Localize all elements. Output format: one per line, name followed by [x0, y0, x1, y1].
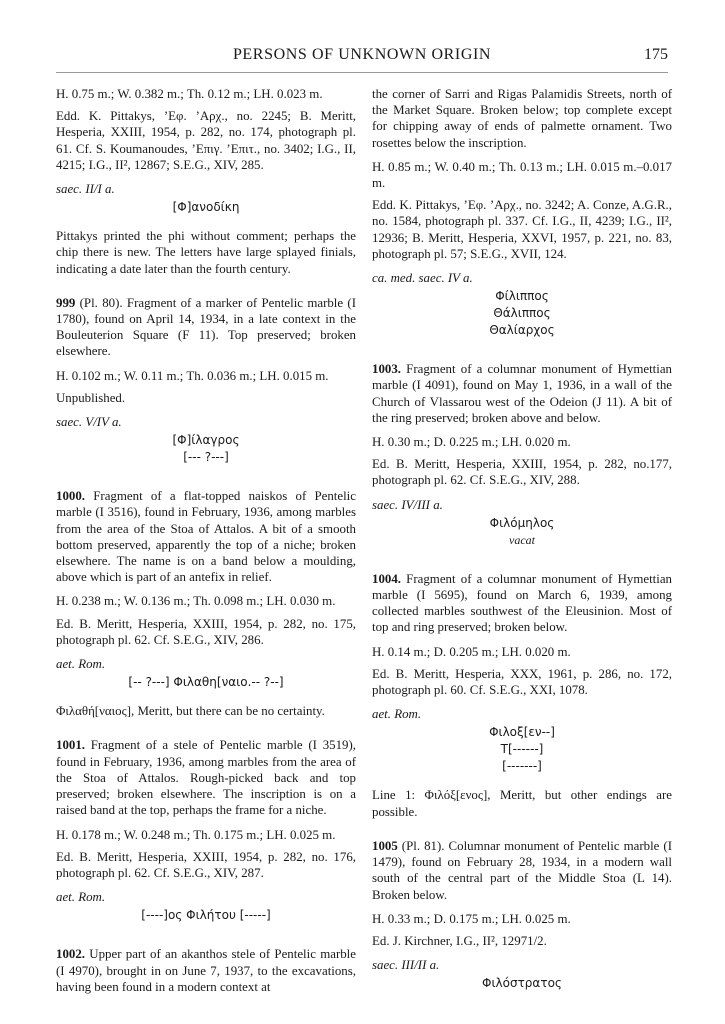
entry-description-text: Fragment of a flat-topped naiskos of Pentelic marble (I 3516), found in February, 1936, among marbles from the area of the Stoa of Attalos. A bit of a smooth bottom preserved, apparently the top of a niche; broken elsewhere. The name is on a band below a moulding, above which is part of an antefix in relief. [56, 489, 356, 585]
entry-number: 999 [56, 295, 76, 310]
entry-1002-editions: Edd. K. Pittakys, ’Εφ. ’Αρχ., no. 3242; A. Conze, A.G.R., no. 1584, photograph pl. 337. Cf. I.G., II, 4239; I.G., II², 12936; B. Meritt, Hesperia, XXVI, 1957, p. 221, no. 83, photograph pl. 57; S.E.G., XVII, 124. [372, 198, 672, 261]
inscription-line: [-- ?---] Φιλαθη[ναιο.-- ?--] [128, 675, 284, 690]
entry-description-text: (Pl. 80). Fragment of a marker of Pentelic marble (I 1780), found on April 14, 1934, in a late context in the Bouleuterion Square (F 11). Top preserved; broken elsewhere. [56, 295, 356, 359]
entry-1004-inscription [372, 724, 672, 775]
entry-999-date: saec. V/IV a. [56, 415, 122, 430]
entry-1003-inscription [372, 515, 672, 549]
inscription-vacat: vacat [509, 532, 535, 547]
entry-1002-description-continued: the corner of Sarri and Rigas Palamidis Streets, north of the Market Square. Broken below; top complete except for chipping away of ends of palmette ornament. Two rosettes below the inscription. [372, 87, 672, 150]
entry-1003-dimensions: H. 0.30 m.; D. 0.225 m.; LH. 0.020 m. [372, 435, 571, 450]
entry-description-text: Fragment of a stele of Pentelic marble (I 3519), found in February, 1936, among marbles from the area of the Stoa of Attalos. Rough-picked back and top preserved; broken elsewhere. The inscription is on a raised band at the top, perhaps the frame for a niche. [56, 738, 356, 818]
entry-number: 1001. [56, 738, 86, 753]
entry-1000-dimensions: H. 0.238 m.; W. 0.136 m.; Th. 0.098 m.; LH. 0.030 m. [56, 594, 336, 609]
entry-1005-inscription [372, 975, 672, 992]
entry-1004-edition: Ed. B. Meritt, Hesperia, XXX, 1961, p. 286, no. 172, photograph pl. 60. Cf. S.E.G., XXI, 1078. [372, 666, 672, 698]
entry-description-text: Upper part of an akanthos stele of Pentelic marble (I 4970), brought in on June 7, 1937, to the excavations, having been found in a modern context at [56, 947, 356, 994]
inscription-line: [----]ος Φιλήτου [-----] [141, 908, 271, 923]
running-title: PERSONS OF UNKNOWN ORIGIN [232, 46, 492, 63]
right-column [372, 86, 672, 1004]
entry-1000-edition: Ed. B. Meritt, Hesperia, XXIII, 1954, p. 282, no. 175, photograph pl. 62. Cf. S.E.G., XIV, 286. [56, 616, 356, 647]
running-header [56, 38, 668, 73]
entry-1005-description [372, 838, 672, 903]
entry-1002-date: ca. med. saec. IV a. [372, 271, 473, 286]
entry-998-date: saec. II/I a. [56, 182, 115, 197]
entry-998-inscription [56, 199, 356, 216]
entry-1002-inscription [372, 288, 672, 339]
entry-999-dimensions: H. 0.102 m.; W. 0.11 m.; Th. 0.036 m.; LH. 0.015 m. [56, 368, 329, 383]
page-number: 175 [644, 46, 668, 63]
entry-1004-date: aet. Rom. [372, 707, 422, 722]
entry-999-inscription [56, 432, 356, 466]
entry-1001-inscription [56, 907, 356, 924]
entry-description-text: Fragment of a columnar monument of Hymettian marble (I 4091), found on May 1, 1936, in a wall of the Church of Vlassarou west of the Odeion (J 11). A bit of the ring preserved; broken above and below. [372, 362, 672, 425]
entry-1002-dimensions: H. 0.85 m.; W. 0.40 m.; Th. 0.13 m.; LH. 0.015 m.–0.017 m. [372, 159, 672, 191]
entry-1000-inscription [56, 674, 356, 691]
entry-1004-commentary: Line 1: Φιλόξ[ενος], Meritt, but other endings are possible. [372, 788, 672, 819]
entry-description-text: Fragment of a columnar monument of Hymettian marble (I 5695), found on March 6, 1939, among collected marbles southwest of the Eleusinion. Most of top and ring preserved; broken below. [372, 571, 672, 635]
entry-999-publication: Unpublished. [56, 390, 126, 405]
inscription-line: Φιλόστρατος [482, 976, 562, 991]
entry-number: 1002. [56, 947, 86, 962]
inscription-line: [Φ]ίλαγρος [172, 433, 240, 448]
entry-1001-dimensions: H. 0.178 m.; W. 0.248 m.; Th. 0.175 m.; LH. 0.025 m. [56, 827, 336, 842]
entry-998-dimensions: H. 0.75 m.; W. 0.382 m.; Th. 0.12 m.; LH. 0.023 m. [56, 87, 323, 101]
entry-1003-date: saec. IV/III a. [372, 497, 443, 512]
entry-number: 1005 [372, 838, 398, 853]
entry-1001-date: aet. Rom. [56, 890, 106, 905]
entry-1000-commentary: Φιλαθή[ναιος], Meritt, but there can be no certainty. [56, 704, 325, 719]
entry-1004-dimensions: H. 0.14 m.; D. 0.205 m.; LH. 0.020 m. [372, 644, 571, 659]
entry-number: 1003. [372, 362, 402, 377]
entry-1005-dimensions: H. 0.33 m.; D. 0.175 m.; LH. 0.025 m. [372, 911, 571, 926]
entry-1000-description [56, 488, 356, 585]
entry-1004-description [372, 571, 672, 636]
entry-1001-edition: Ed. B. Meritt, Hesperia, XXIII, 1954, p. 282, no. 176, photograph pl. 62. Cf. S.E.G., XIV, 287. [56, 849, 356, 880]
entry-999-description [56, 295, 356, 360]
inscription-line: Φίλιππος [495, 289, 549, 304]
entry-1003-description [372, 361, 672, 426]
inscription-line: Θαλίαρχος [489, 323, 555, 338]
entry-number: 1004. [372, 571, 402, 586]
inscription-line: [Φ]ανοδίκη [172, 200, 240, 215]
entry-998-editions: Edd. K. Pittakys, ’Εφ. ’Αρχ., no. 2245; B. Meritt, Hesperia, XXIII, 1954, p. 282, no. 174, photograph pl. 61. Cf. S. Koumanoudes, ’Επιγ. ’Επιτ., no. 3402; I.G., II, 4215; I.G., II², 12867; S.E.G., XIV, 285. [56, 109, 356, 172]
inscription-line: Θάλιππος [493, 306, 551, 321]
left-column [56, 86, 356, 1003]
inscription-line: Φιλόμηλος [489, 515, 555, 530]
entry-1002-description [56, 946, 356, 995]
entry-1000-date: aet. Rom. [56, 657, 106, 672]
inscription-line: Φιλοξ[εν--] [489, 725, 555, 740]
entry-998-commentary: Pittakys printed the phi without comment; perhaps the chip there is new. The letters have large splayed finials, indicating a date later than the fourth century. [56, 229, 356, 276]
inscription-line: Τ[------] [500, 742, 544, 757]
entry-1005-edition: Ed. J. Kirchner, I.G., II², 12971/2. [372, 933, 547, 948]
entry-1001-description [56, 737, 356, 818]
inscription-line: [--- ?---] [183, 450, 229, 465]
entry-description-text: (Pl. 81). Columnar monument of Pentelic marble (I 1479), found on February 28, 1934, in a modern wall south of the central part of the Middle Stoa (L 14). Broken below. [372, 838, 672, 902]
inscription-line: [-------] [502, 759, 542, 774]
entry-number: 1000. [56, 489, 86, 504]
entry-1005-date: saec. III/II a. [372, 958, 440, 973]
entry-1003-edition: Ed. B. Meritt, Hesperia, XXIII, 1954, p. 282, no.177, photograph pl. 62. Cf. S.E.G., XIV, 288. [372, 457, 672, 488]
